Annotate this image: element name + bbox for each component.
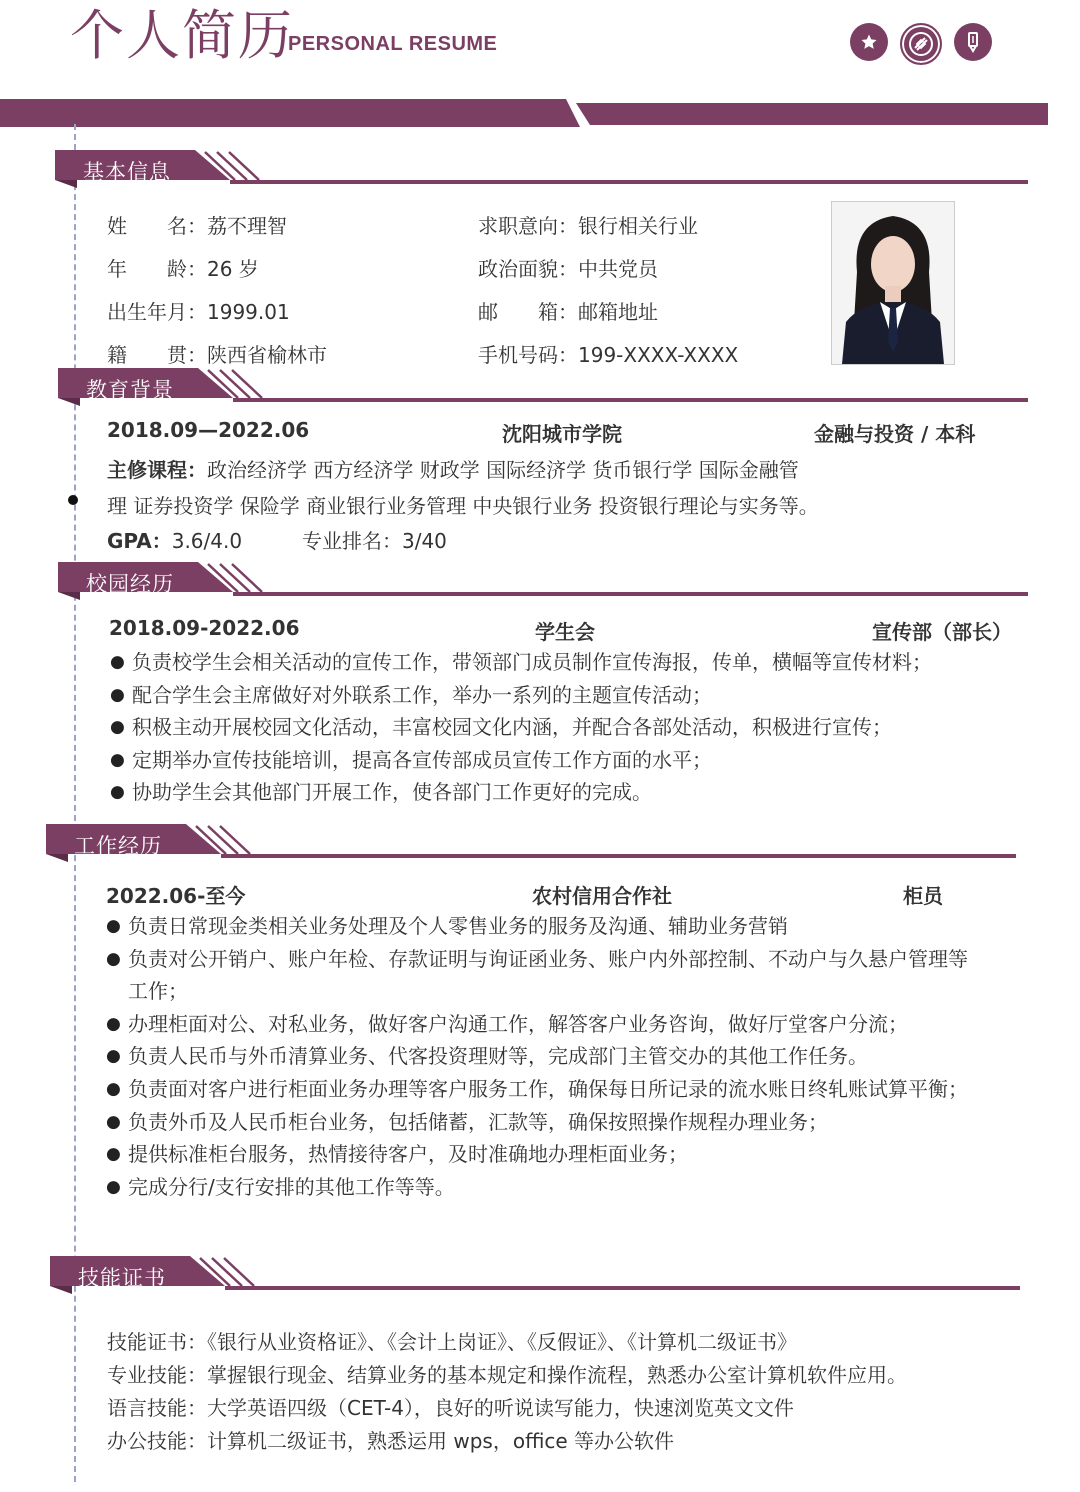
list-item: ● 配合学生会主席做好对外联系工作，举办一系列的主题宣传活动； [110,679,1030,712]
timeline-dot [68,495,78,505]
award-icon [900,23,942,65]
section-header-basic [55,150,1030,194]
list-item: ● 负责外币及人民币柜台业务，包括储蓄，汇款等，确保按照操作规程办理业务； [106,1106,986,1139]
pen-icon [954,23,992,61]
campus-list [110,646,1030,809]
skills-line-office: 办公技能：计算机二级证书，熟悉运用 wps，office 等办公软件 [107,1429,675,1453]
section-header-skills [50,1256,1022,1300]
list-item: ● 负责对公开销户、账户年检、存款证明与询证函业务、账户内外部控制、不动户与久悬户管理等工作； [106,943,986,1008]
list-item: ● 办理柜面对公、对私业务，做好客户沟通工作，解答客户业务咨询，做好厅堂客户分流； [106,1008,986,1041]
section-title-work: 工作经历 [74,834,162,858]
list-item: ● 定期举办宣传技能培训，提高各宣传部成员宣传工作方面的水平； [110,744,1030,777]
basic-row-age: 年 龄：26 岁 [107,257,259,281]
edu-courses-line1: 主修课程：政治经济学 西方经济学 财政学 国际经济学 货币银行学 国际金融管 [107,458,799,482]
work-org: 农村信用合作社 [532,884,672,908]
basic-row-name: 姓 名：荔不理智 [107,214,287,238]
section-title-campus: 校园经历 [86,572,174,596]
edu-courses-line2: 理 证券投资学 保险学 商业银行业务管理 中央银行业务 投资银行理论与实务等。 [107,494,819,518]
section-header-education [58,368,1030,412]
list-item: ● 负责日常现金类相关业务处理及个人零售业务的服务及沟通、辅助业务营销 [106,910,986,943]
basic-row-email: 邮 箱：邮箱地址 [478,300,658,324]
list-item: ● 负责校学生会相关活动的宣传工作，带领部门成员制作宣传海报，传单，横幅等宣传材料； [110,646,1030,679]
campus-period: 2018.09-2022.06 [109,616,300,640]
section-header-work [46,824,1018,868]
header-band [0,99,1048,127]
work-period: 2022.06-至今 [106,884,246,908]
basic-row-intention: 求职意向：银行相关行业 [478,214,698,238]
skills-line-cert: 技能证书：《银行从业资格证》、《会计上岗证》、《反假证》、《计算机二级证书》 [107,1330,797,1354]
resume-subtitle: PERSONAL RESUME [288,33,498,55]
list-item: ● 提供标准柜台服务，热情接待客户，及时准确地办理柜面业务； [106,1138,986,1171]
section-title-basic: 基本信息 [83,160,171,184]
work-list [106,910,986,1203]
list-item: ● 协助学生会其他部门开展工作，使各部门工作更好的完成。 [110,776,1030,809]
profile-photo [831,201,955,365]
edu-gpa: GPA：3.6/4.0 [107,529,243,553]
skills-line-pro: 专业技能：掌握银行现金、结算业务的基本规定和操作流程，熟悉办公室计算机软件应用。 [107,1363,907,1387]
section-header-campus [58,562,1030,606]
star-icon [850,23,888,61]
list-item: ● 完成分行/支行安排的其他工作等等。 [106,1171,986,1204]
edu-period: 2018.09—2022.06 [107,418,310,442]
work-role: 柜员 [903,884,943,908]
basic-row-phone: 手机号码：199-XXXX-XXXX [478,343,739,367]
section-title-skills: 技能证书 [78,1266,166,1290]
section-title-education: 教育背景 [86,378,174,402]
edu-school: 沈阳城市学院 [502,422,622,446]
edu-major: 金融与投资 / 本科 [814,422,976,446]
list-item: ● 负责面对客户进行柜面业务办理等客户服务工作，确保每日所记录的流水账日终轧账试算平衡； [106,1073,986,1106]
basic-row-origin: 籍 贯：陕西省榆林市 [107,343,327,367]
basic-row-political: 政治面貌：中共党员 [478,257,658,281]
list-item: ● 积极主动开展校园文化活动，丰富校园文化内涵，并配合各部处活动，积极进行宣传； [110,711,1030,744]
resume-title: 个人简历 [70,4,294,67]
edu-rank: 专业排名：3/40 [302,529,447,553]
skills-line-lang: 语言技能：大学英语四级（CET-4），良好的听说读写能力，快速浏览英文文件 [107,1396,794,1420]
campus-role: 宣传部（部长） [872,620,1012,644]
basic-row-birth: 出生年月：1999.01 [107,300,290,324]
list-item: ● 负责人民币与外币清算业务、代客投资理财等，完成部门主管交办的其他工作任务。 [106,1040,986,1073]
campus-org: 学生会 [535,620,595,644]
